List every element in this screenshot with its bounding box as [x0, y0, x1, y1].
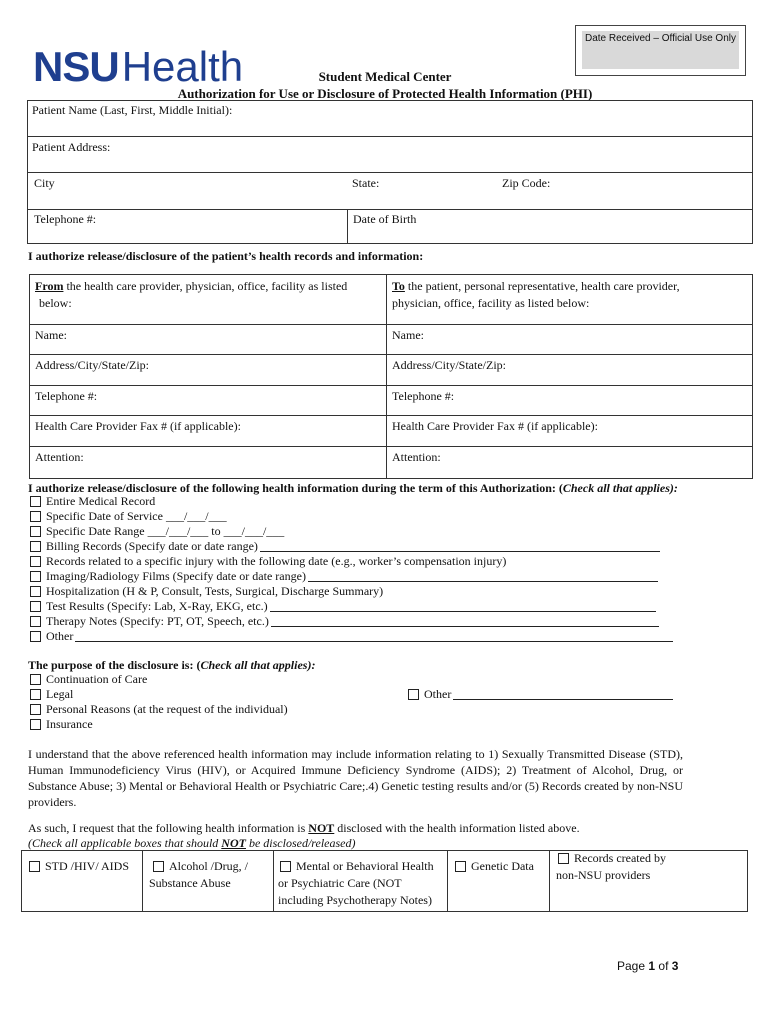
divider — [27, 172, 753, 173]
info-option-entire-record[interactable]: Entire Medical Record — [30, 494, 155, 509]
info-heading-text: I authorize release/disclosure of the following health information during the term of this Authorization: ( — [28, 481, 563, 495]
info-option-injury[interactable]: Records related to a specific injury with the following date (e.g., worker’s compensation injury) — [30, 554, 506, 569]
patient-phone-label: Telephone #: — [34, 212, 97, 226]
to-fax-label: Health Care Provider Fax # (if applicable): — [392, 419, 598, 433]
checkbox[interactable] — [30, 616, 41, 627]
state-label: State: — [352, 176, 380, 190]
purpose-heading — [28, 658, 315, 672]
info-option-imaging[interactable]: Imaging/Radiology Films (Specify date or date range) — [30, 569, 658, 584]
dob-label: Date of Birth — [353, 212, 417, 226]
info-option-test-results[interactable]: Test Results (Specify: Lab, X-Ray, EKG, etc.) — [30, 599, 656, 614]
fill-line[interactable] — [75, 631, 673, 642]
release-heading: I authorize release/disclosure of the patient’s health records and information: — [28, 249, 424, 263]
checkbox[interactable] — [30, 674, 41, 685]
checkbox[interactable] — [30, 631, 41, 642]
divider — [29, 354, 753, 355]
patient-name-label: Patient Name (Last, First, Middle Initial): — [32, 103, 233, 117]
exclude-mental-health-line3: including Psychotherapy Notes) — [278, 893, 432, 907]
divider — [27, 136, 753, 137]
purpose-heading-instruction: Check all that applies): — [200, 658, 316, 672]
info-heading-instruction: Check all that applies): — [562, 481, 678, 495]
checkbox[interactable] — [153, 861, 164, 872]
purpose-continuation[interactable]: Continuation of Care — [30, 672, 147, 687]
to-name-label: Name: — [392, 328, 424, 342]
form-title: Authorization for Use or Disclosure of Protected Health Information (PHI) — [177, 86, 593, 101]
checkbox[interactable] — [280, 861, 291, 872]
checkbox[interactable] — [30, 556, 41, 567]
from-heading — [35, 279, 347, 293]
understand-paragraph: I understand that the above referenced health information may include information relating to 1) Sexually Transmitted Disease (STD), Human Immunodeficiency Virus (HIV), or Acquired Immune Deficiency Syndrome (AIDS); 2) Treatment of Alcohol, Drug, or Substance Abuse; 3) Mental or Behavioral Health or Psychiatric Care;.4) Genetic testing results and/or (5) Records created by non-NSU providers. — [28, 747, 683, 809]
checkbox[interactable] — [408, 689, 419, 700]
from-phone-label: Telephone #: — [35, 389, 98, 403]
to-attention-label: Attention: — [392, 450, 441, 464]
divider — [386, 274, 387, 479]
divider — [27, 209, 753, 210]
zip-label: Zip Code: — [502, 176, 551, 190]
fill-line[interactable] — [271, 616, 659, 627]
to-heading — [392, 279, 680, 293]
page-number: Page 1 of 3 — [617, 959, 679, 973]
from-name-label: Name: — [35, 328, 67, 342]
to-word: To — [392, 279, 405, 293]
to-phone-label: Telephone #: — [392, 389, 455, 403]
divider — [273, 850, 274, 912]
exclude-non-nsu-records-line2: non-NSU providers — [556, 868, 651, 882]
checkbox[interactable] — [30, 541, 41, 552]
logo-health-text: Health — [121, 43, 244, 90]
from-fax-label: Health Care Provider Fax # (if applicable): — [35, 419, 241, 433]
exclude-std-hiv-aids[interactable]: STD /HIV/ AIDS — [29, 859, 129, 874]
purpose-other[interactable]: Other — [408, 687, 673, 702]
to-text-2: physician, office, facility as listed below: — [392, 296, 590, 310]
purpose-insurance[interactable]: Insurance — [30, 717, 93, 732]
divider — [29, 446, 753, 447]
checkbox[interactable] — [30, 526, 41, 537]
checkbox[interactable] — [30, 704, 41, 715]
info-option-other[interactable]: Other — [30, 629, 673, 644]
checkbox[interactable] — [29, 861, 40, 872]
purpose-personal[interactable]: Personal Reasons (at the request of the individual) — [30, 702, 288, 717]
from-address-label: Address/City/State/Zip: — [35, 358, 149, 372]
checkbox[interactable] — [30, 719, 41, 730]
not-disclosed-instruction: (Check all applicable boxes that should NOT be disclosed/released) — [28, 836, 356, 850]
info-option-hospitalization[interactable]: Hospitalization (H & P, Consult, Tests, Surgical, Discharge Summary) — [30, 584, 383, 599]
info-option-date-of-service[interactable]: Specific Date of Service ___/___/___ — [30, 509, 227, 524]
divider — [347, 209, 348, 244]
info-option-billing[interactable]: Billing Records (Specify date or date range) — [30, 539, 660, 554]
divider — [447, 850, 448, 912]
info-heading — [28, 481, 678, 495]
exclude-alcohol-drug[interactable]: Alcohol /Drug, / — [153, 859, 248, 874]
exclude-alcohol-drug-line2: Substance Abuse — [149, 876, 231, 890]
checkbox[interactable] — [30, 511, 41, 522]
to-text: the patient, personal representative, health care provider, — [404, 279, 680, 293]
checkbox[interactable] — [30, 689, 41, 700]
fill-line[interactable] — [260, 541, 660, 552]
city-label: City — [34, 176, 55, 190]
fill-line[interactable] — [453, 689, 673, 700]
checkbox[interactable] — [30, 586, 41, 597]
checkbox[interactable] — [30, 601, 41, 612]
purpose-heading-text: The purpose of the disclosure is: ( — [28, 658, 201, 672]
info-option-therapy[interactable]: Therapy Notes (Specify: PT, OT, Speech, etc.) — [30, 614, 659, 629]
from-word: From — [35, 279, 64, 293]
not-disclosed-statement: As such, I request that the following health information is NOT disclosed with the health information listed above. — [28, 821, 580, 835]
from-text-2: below: — [39, 296, 72, 310]
divider — [142, 850, 143, 912]
official-use-label: Date Received – Official Use Only — [582, 31, 739, 69]
to-address-label: Address/City/State/Zip: — [392, 358, 506, 372]
center-title: Student Medical Center — [318, 69, 452, 84]
divider — [549, 850, 550, 912]
patient-address-label: Patient Address: — [32, 140, 111, 154]
checkbox[interactable] — [30, 571, 41, 582]
checkbox[interactable] — [455, 861, 466, 872]
exclude-mental-health[interactable]: Mental or Behavioral Health — [280, 859, 434, 874]
logo-nsu-text: NSU — [33, 43, 119, 90]
fill-line[interactable] — [308, 571, 658, 582]
checkbox[interactable] — [558, 853, 569, 864]
exclude-mental-health-line2: or Psychiatric Care (NOT — [278, 876, 402, 890]
from-text: the health care provider, physician, office, facility as listed — [63, 279, 348, 293]
divider — [29, 385, 753, 386]
checkbox[interactable] — [30, 496, 41, 507]
from-attention-label: Attention: — [35, 450, 84, 464]
fill-line[interactable] — [270, 601, 656, 612]
divider — [29, 324, 753, 325]
divider — [29, 415, 753, 416]
exclude-non-nsu-records[interactable]: Records created by — [558, 851, 666, 866]
exclude-genetic-data[interactable]: Genetic Data — [455, 859, 534, 874]
info-option-date-range[interactable]: Specific Date Range ___/___/___ to ___/___/___ — [30, 524, 284, 539]
from-to-table — [29, 274, 753, 479]
purpose-legal[interactable]: Legal — [30, 687, 73, 702]
